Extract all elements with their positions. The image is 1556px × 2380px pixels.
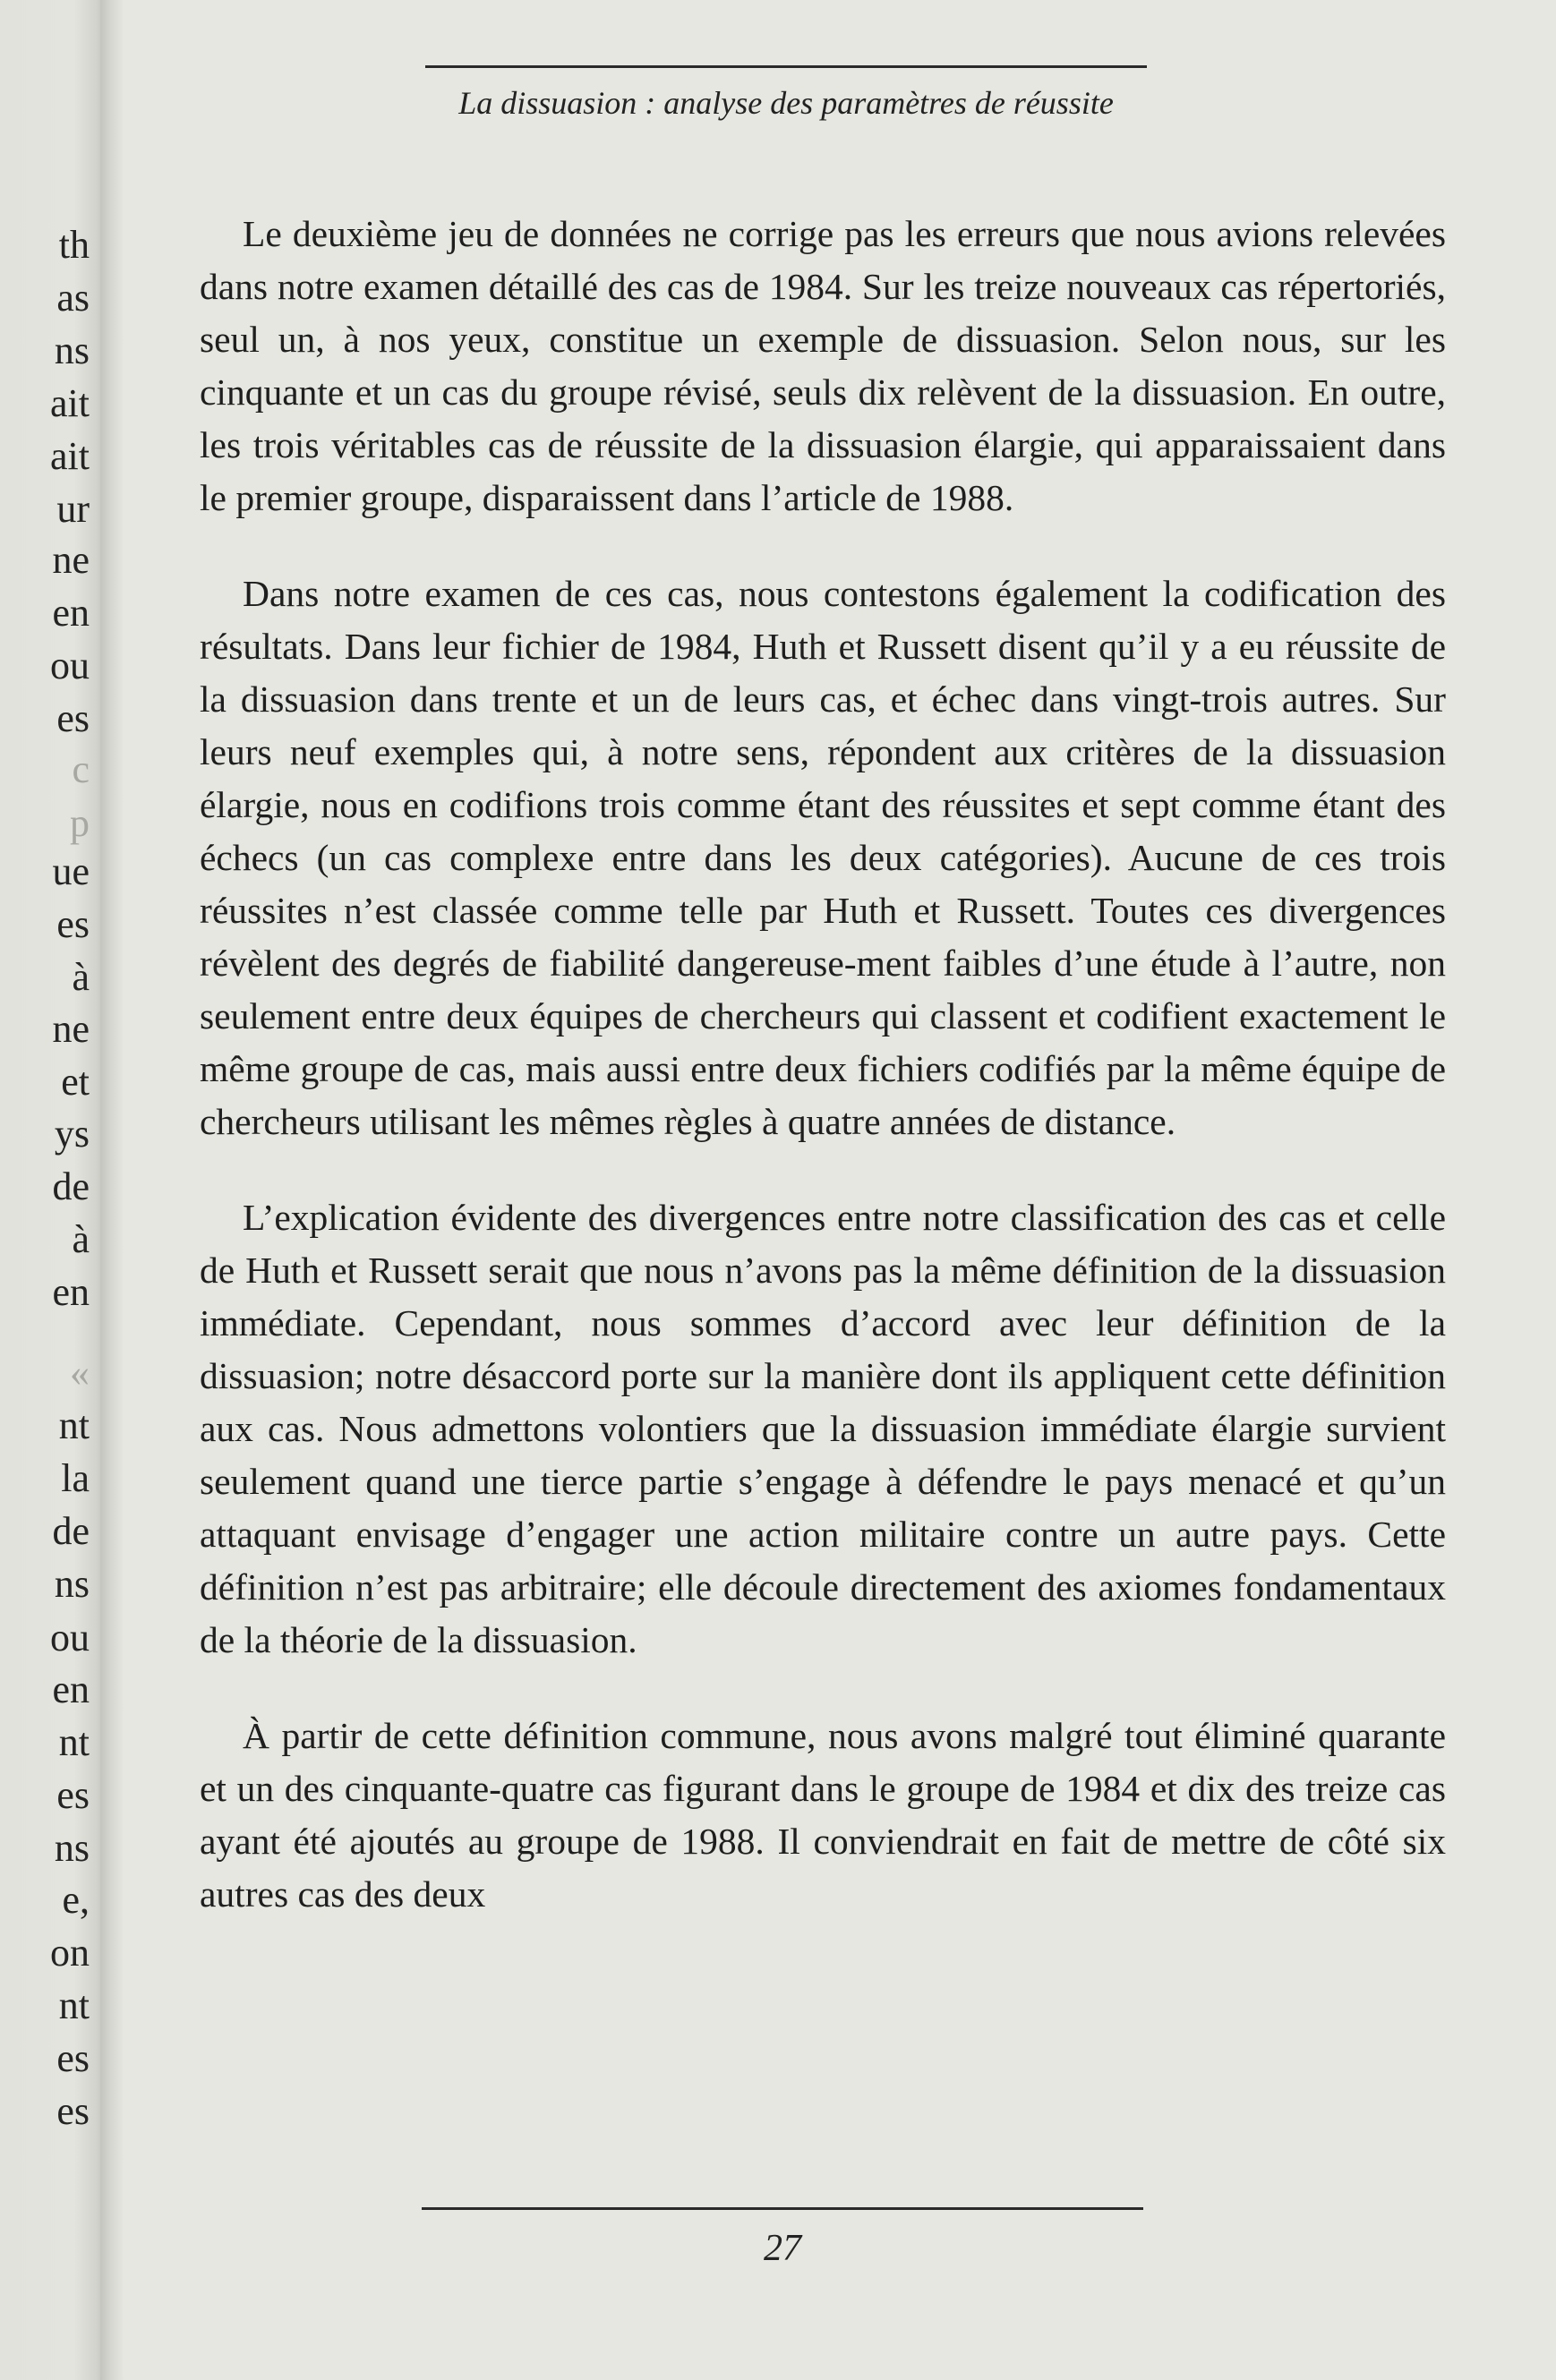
previous-page-line-fragment: à — [72, 1217, 90, 1261]
previous-page-line-fragment: ait — [50, 381, 90, 425]
paragraph-3: L’explication évidente des divergences entre notre classification des cas et celle de Huth et Russett serait que nous n’avons pas la même définition de la dissuasion immédiate. Cependant, nous sommes d’accord avec leur définition de la dissuasion; notre désaccord porte sur la manière dont ils appliquent cette définition aux cas. Nous admettons volontiers que la dissuasion immédiate élargie survient seulement quand une tierce partie s’engage à défendre le pays menacé et qu’un attaquant envisage d’engager une action militaire contre un autre pays. Cette définition n’est pas arbitraire; elle découle directement des axiomes fondamentaux de la théorie de la dissuasion. — [200, 1197, 1446, 1660]
previous-page-line-fragment: ou — [50, 644, 90, 687]
book-page — [124, 0, 1556, 2380]
previous-page-line-fragment: th — [58, 223, 90, 267]
previous-page-line-fragment: es — [56, 1773, 90, 1817]
previous-page-line-fragment: ns — [54, 328, 90, 372]
previous-page-line-fragment: de — [52, 1509, 90, 1553]
previous-page-line-fragment: on — [50, 1931, 90, 1975]
paragraph-4: À partir de cette définition commune, nous avons malgré tout éliminé quarante et un des cinquante-quatre cas figurant dans le groupe de 1984 et dix des treize cas ayant été ajoutés au groupe de 1988. Il conviendrait en fait de mettre de côté six autres cas des deux — [200, 1715, 1446, 1915]
previous-page-line-fragment: et — [61, 1060, 90, 1104]
header-rule — [425, 65, 1147, 68]
previous-page-line-fragment: as — [56, 276, 90, 320]
previous-page-line-fragment: ne — [52, 538, 90, 582]
previous-page-line-fragment: nt — [58, 1403, 90, 1447]
previous-page-line-fragment: ait — [50, 434, 90, 478]
previous-page-line-fragment: ns — [54, 1562, 90, 1606]
previous-page-line-fragment: es — [56, 696, 90, 740]
running-head: La dissuasion : analyse des paramètres de réussite — [458, 85, 1114, 121]
previous-page-line-fragment: ys — [54, 1112, 90, 1156]
footer-rule — [422, 2207, 1143, 2210]
previous-page-line-fragment: nt — [58, 1720, 90, 1764]
previous-page-line-fragment: ns — [54, 1826, 90, 1870]
previous-page-line-fragment: ue — [52, 849, 90, 893]
previous-page-line-fragment: ne — [52, 1007, 90, 1051]
previous-page-line-fragment: à — [72, 955, 90, 999]
previous-page-line-fragment: c — [72, 747, 90, 791]
previous-page-edge — [0, 0, 106, 2380]
page-number: 27 — [764, 2228, 801, 2269]
previous-page-line-fragment: de — [52, 1164, 90, 1208]
previous-page-line-fragment: la — [61, 1456, 90, 1500]
body-text — [200, 208, 1446, 1964]
previous-page-line-fragment: nt — [58, 1983, 90, 2027]
paragraph-1: Le deuxième jeu de données ne corrige pas les erreurs que nous avions relevées dans notre examen détaillé des cas de 1984. Sur les treize nouveaux cas répertoriés, seul un, à nos yeux, constitue un exemple de dissuasion. Selon nous, sur les cinquante et un cas du groupe révisé, seuls dix relèvent de la dissuasion. En outre, les trois véritables cas de réussite de la dissuasion élargie, qui apparaissaient dans le premier groupe, disparaissent dans l’article de 1988. — [200, 213, 1446, 518]
book-gutter — [100, 0, 124, 2380]
previous-page-line-fragment: ou — [50, 1616, 90, 1659]
previous-page-line-fragment: p — [70, 801, 90, 845]
previous-page-line-fragment: es — [56, 2036, 90, 2080]
previous-page-line-fragment: « — [70, 1351, 90, 1395]
previous-page-line-fragment: e, — [62, 1878, 90, 1922]
previous-page-line-fragment: en — [52, 1270, 90, 1314]
previous-page-line-fragment: ur — [56, 487, 90, 531]
paragraph-2: Dans notre examen de ces cas, nous contestons également la codification des résultats. Dans leur fichier de 1984, Huth et Russett disent qu’il y a eu réussite de la dissuasion dans trente et un de leurs cas, et échec dans vingt-trois autres. Sur leurs neuf exemples qui, à notre sens, répondent aux critères de la dissuasion élargie, nous en codifions trois comme étant des réussites et sept comme étant des échecs (un cas complexe entre dans les deux catégories). Aucune de ces trois réussites n’est classée comme telle par Huth et Russett. Toutes ces divergences révèlent des degrés de fiabilité dangereuse-ment faibles d’une étude à l’autre, non seulement entre deux équipes de chercheurs qui classent et codifient exactement le même groupe de cas, mais aussi entre deux fichiers codifiés par la même équipe de chercheurs utilisant les mêmes règles à quatre années de distance. — [200, 573, 1446, 1142]
previous-page-line-fragment: es — [56, 2089, 90, 2133]
previous-page-line-fragment: es — [56, 902, 90, 946]
previous-page-line-fragment: en — [52, 591, 90, 635]
previous-page-line-fragment: en — [52, 1668, 90, 1711]
